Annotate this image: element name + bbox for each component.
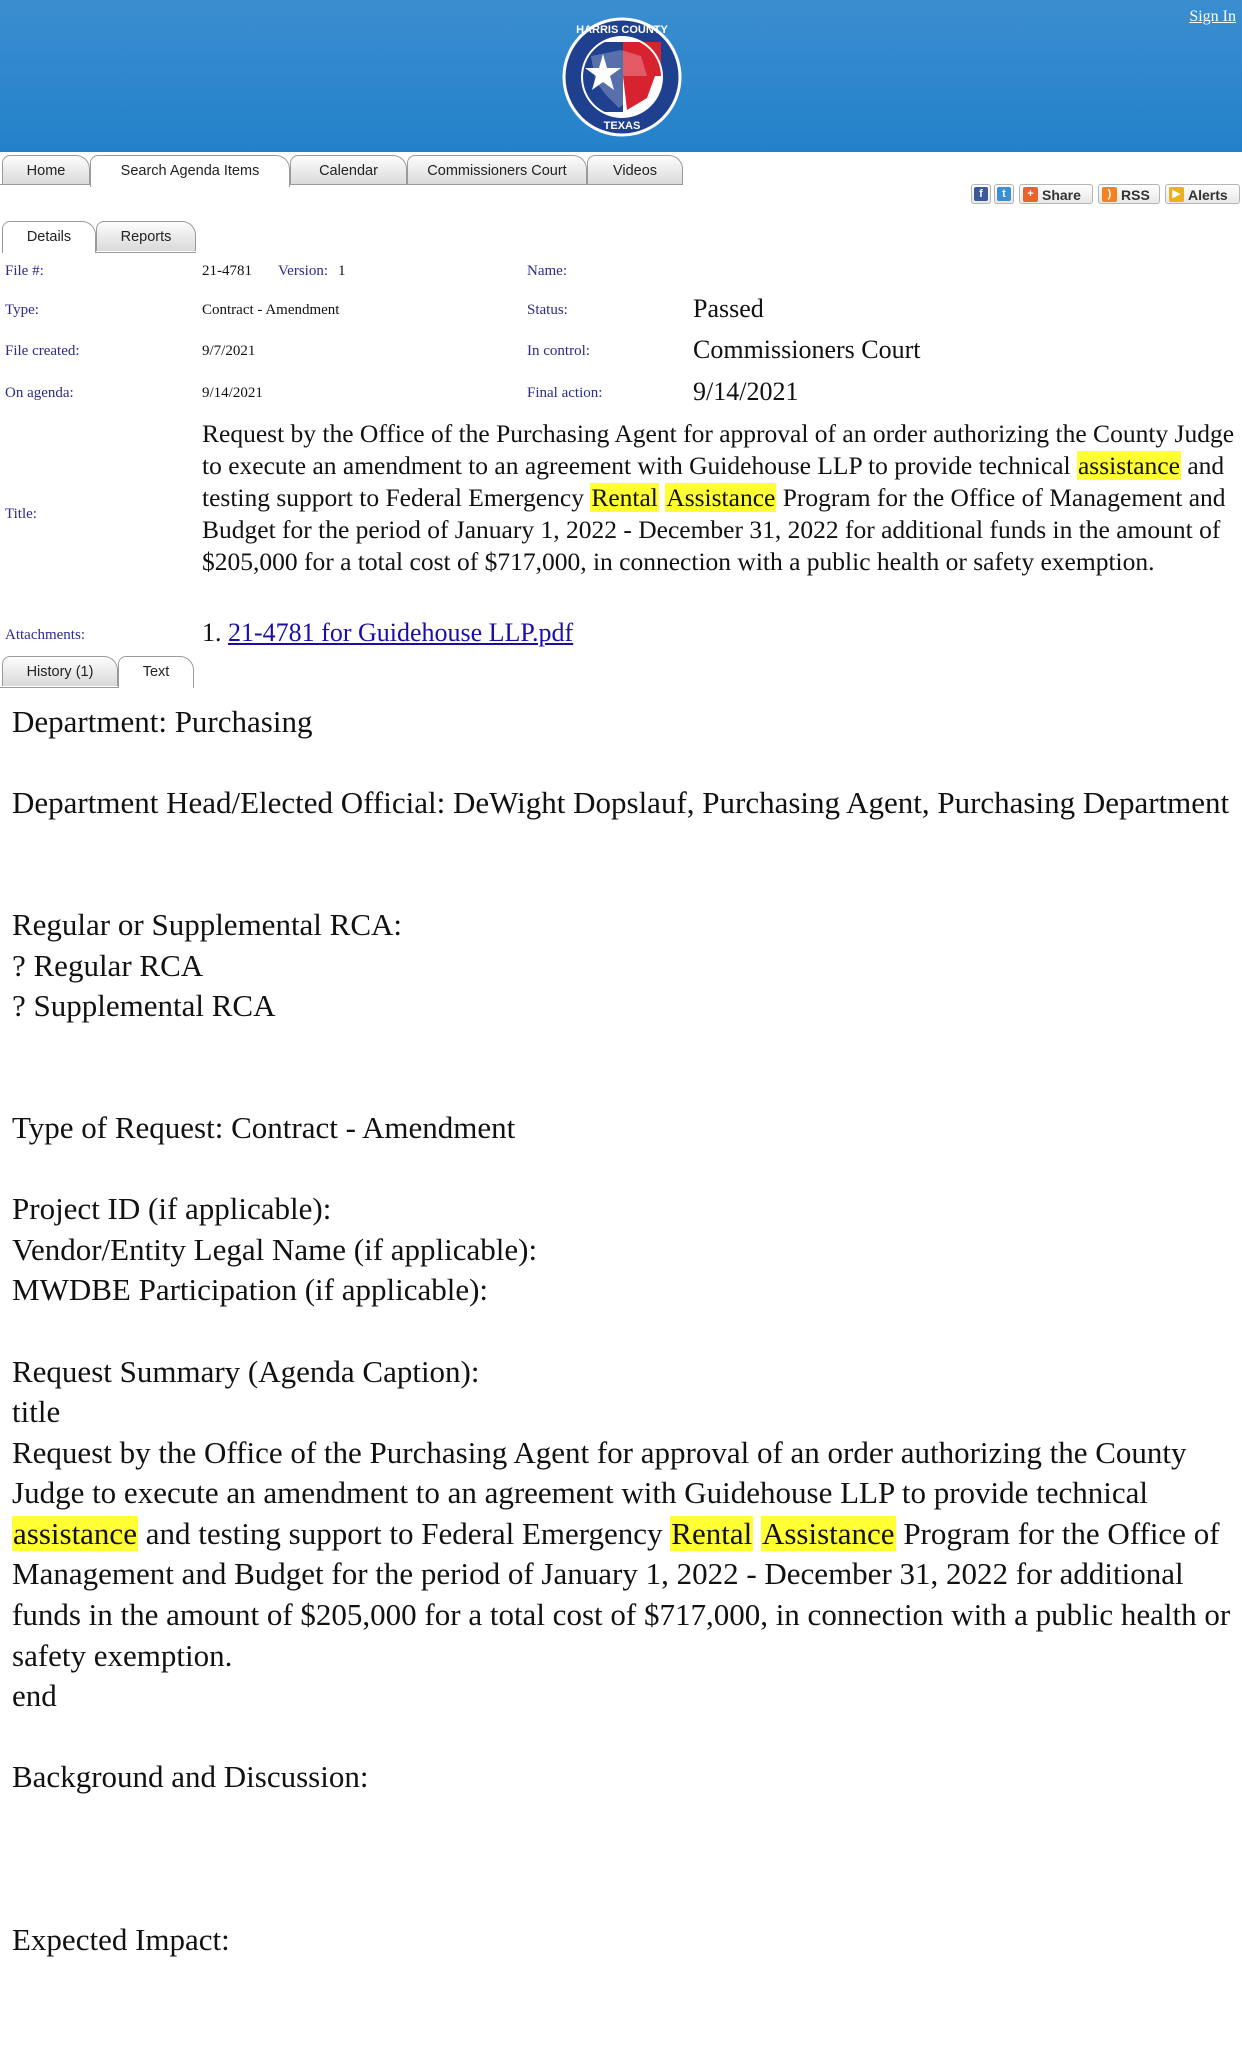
tab-reports[interactable]: Reports [96,221,196,251]
main-nav [0,155,700,187]
twitter-button[interactable] [994,184,1014,204]
type-value: Contract - Amendment [202,302,340,318]
sign-in-link[interactable]: Sign In [1189,8,1236,25]
tab-history[interactable]: History (1) [2,656,118,686]
status-label: Status: [527,302,568,318]
tab-calendar[interactable]: Calendar [290,155,407,185]
facebook-button[interactable] [971,184,991,204]
highlight-rental: Rental [671,1515,753,1551]
share-plus-icon: + [1023,187,1038,202]
type-of-request-line: Type of Request: Contract - Amendment [12,1109,516,1145]
file-created-value: 9/7/2021 [202,343,256,359]
rss-button[interactable] [1098,184,1160,204]
title-marker: title [12,1394,61,1430]
on-agenda-value: 9/14/2021 [202,385,263,401]
project-id-line: Project ID (if applicable): [12,1191,332,1227]
name-label: Name: [527,263,567,279]
divider [0,687,118,688]
tab-details[interactable]: Details [2,221,96,253]
summary-text-1: Request by the Office of the Purchasing Agent for approval of an order authorizing the County Judge to execute an amendment to an agreement with Guidehouse LLP to provide technical [12,1434,1187,1511]
attachment-item [202,618,573,648]
title-label: Title: [5,506,37,522]
mwdbe-line: MWDBE Participation (if applicable): [12,1272,489,1308]
title-text-3: Program for the Office of Management and Budget for the period of January 1, 2022 - December 31, 2022 for additional funds in the amount of $205,000 for a total cost of $717,000, in connection with a public health or safety exemption. [202,483,1226,576]
expected-impact-heading: Expected Impact: [12,1921,230,1957]
on-agenda-label: On agenda: [5,385,74,401]
rss-icon: ) [1102,187,1117,202]
tab-commissioners-court[interactable]: Commissioners Court [407,155,587,185]
end-marker: end [12,1678,57,1714]
highlight-assistance: Assistance [666,483,776,512]
in-control-value: Commissioners Court [693,335,921,364]
highlight-rental: Rental [591,483,658,512]
alerts-icon: ▶ [1169,187,1184,202]
share-label: Share [1042,187,1081,203]
highlight-assistance: Assistance [761,1515,895,1551]
vendor-line: Vendor/Entity Legal Name (if applicable): [12,1231,538,1267]
harris-county-seal-logo[interactable] [561,16,683,138]
attachments-label: Attachments: [5,627,85,643]
final-action-label: Final action: [527,385,603,401]
rca-regular-option: ? Regular RCA [12,947,204,983]
tab-videos[interactable]: Videos [587,155,683,185]
summary-text-3: Program for the Office of Management and Budget for the period of January 1, 2022 - December 31, 2022 for additional funds in the amount of $205,000 for a total cost of $717,000, in connection with a public health or safety exemption. [12,1515,1231,1673]
rca-heading: Regular or Supplemental RCA: [12,906,403,942]
request-summary-heading: Request Summary (Agenda Caption): [12,1353,480,1389]
version-value: 1 [338,263,346,279]
lower-tabs [0,656,300,688]
file-number-value: 21-4781 [202,263,252,279]
alerts-label: Alerts [1188,187,1228,203]
request-summary-text [12,1433,1232,1677]
highlight-assistance: assistance [13,1515,137,1551]
file-created-label: File created: [5,343,80,359]
tab-search-agenda-items[interactable]: Search Agenda Items [90,155,290,187]
file-number-label: File #: [5,263,44,279]
status-value: Passed [693,294,764,323]
detail-tabs [0,221,300,253]
attachment-number: 1. [202,618,222,647]
seal-text-bottom: TEXAS [603,120,641,132]
in-control-label: In control: [527,343,590,359]
department-line: Department: Purchasing [12,704,313,739]
seal-text-top: HARRIS COUNTY [576,24,668,36]
share-button[interactable] [1019,184,1093,204]
title-text-1: Request by the Office of the Purchasing Agent for approval of an order authorizing the County Judge to execute an amendment to an agreement with Guidehouse LLP to provide technical [202,419,1235,480]
tab-home[interactable]: Home [2,155,90,185]
version-label: Version: [278,263,328,279]
highlight-assistance: assistance [1077,451,1180,480]
site-header [0,0,1242,152]
social-toolbar [0,184,1242,206]
alerts-button[interactable] [1165,184,1240,204]
divider [96,252,196,253]
rca-text-body [12,702,1232,1960]
facebook-icon: f [974,187,988,201]
attachment-link[interactable]: 21-4781 for Guidehouse LLP.pdf [228,618,574,647]
rss-label: RSS [1121,187,1150,203]
rca-supplemental-option: ? Supplemental RCA [12,988,276,1024]
title-value [202,418,1238,578]
title-text-2: and testing support to Federal Emergency [202,451,1225,512]
final-action-value: 9/14/2021 [693,377,799,406]
type-label: Type: [5,302,39,318]
tab-text[interactable]: Text [118,656,194,688]
summary-text-2: and testing support to Federal Emergency [137,1515,671,1551]
department-head-line: Department Head/Elected Official: DeWight Dopslauf, Purchasing Agent, Purchasing Department [12,785,1230,821]
background-heading: Background and Discussion: [12,1759,369,1795]
twitter-icon: t [997,187,1011,201]
